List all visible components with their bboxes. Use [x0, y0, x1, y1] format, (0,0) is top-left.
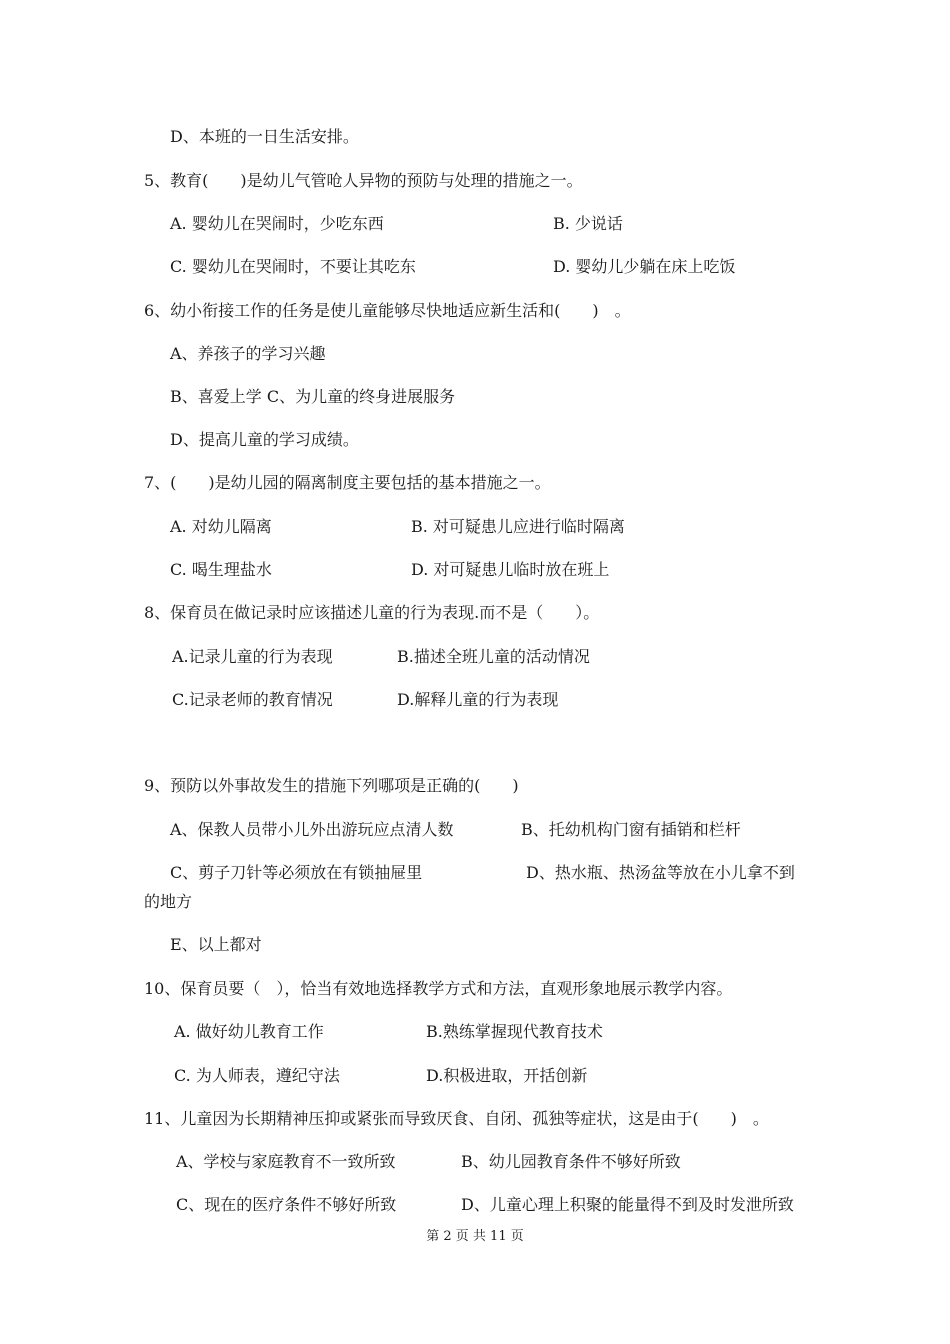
q10-option-c: C. 为人师表，遵纪守法	[174, 1066, 340, 1085]
q6-option-d: D、提高儿童的学习成绩。	[170, 430, 359, 449]
q9-option-a: A、保教人员带小儿外出游玩应点清人数	[170, 820, 454, 839]
question-11: 11、儿童因为长期精神压抑或紧张而导致厌食、自闭、孤独等症状，这是由于( ) 。	[144, 1109, 769, 1128]
q7-option-c: C. 喝生理盐水	[170, 560, 272, 579]
q6-option-a: A、养孩子的学习兴趣	[170, 344, 326, 363]
q10-option-d: D.积极进取，开括创新	[426, 1066, 588, 1085]
q8-option-d: D.解释儿童的行为表现	[397, 690, 559, 709]
q9-option-c: C、剪子刀针等必须放在有锁抽屉里	[170, 863, 423, 882]
q8-option-c: C.记录老师的教育情况	[172, 690, 333, 709]
q8-option-a: A.记录儿童的行为表现	[172, 647, 333, 666]
q10-option-a: A. 做好幼儿教育工作	[174, 1022, 324, 1041]
q7-option-a: A. 对幼儿隔离	[170, 517, 272, 536]
q7-option-b: B. 对可疑患儿应进行临时隔离	[411, 517, 625, 536]
question-7: 7、( )是幼儿园的隔离制度主要包括的基本措施之一。	[144, 473, 551, 492]
q9-option-e: E、以上都对	[170, 935, 262, 954]
q11-option-c: C、现在的医疗条件不够好所致	[176, 1195, 397, 1214]
q9-option-d: D、热水瓶、热汤盆等放在小儿拿不到	[526, 863, 795, 882]
q5-option-c: C. 婴幼儿在哭闹时，不要让其吃东	[170, 257, 416, 276]
q11-option-d: D、儿童心理上积聚的能量得不到及时发泄所致	[461, 1195, 794, 1214]
q9-option-d-continuation: 的地方	[144, 892, 193, 911]
question-5: 5、教育( )是幼儿气管呛人异物的预防与处理的措施之一。	[144, 171, 583, 190]
q9-option-b: B、托幼机构门窗有插销和栏杆	[521, 820, 741, 839]
q8-option-b: B.描述全班儿童的活动情况	[397, 647, 590, 666]
question-9: 9、预防以外事故发生的措施下列哪项是正确的( )	[144, 776, 519, 795]
question-6: 6、幼小衔接工作的任务是使儿童能够尽快地适应新生活和( ) 。	[144, 301, 631, 320]
q10-option-b: B.熟练掌握现代教育技术	[426, 1022, 603, 1041]
question-8: 8、保育员在做记录时应该描述儿童的行为表现.而不是（ ）。	[144, 603, 600, 622]
q5-option-a: A. 婴幼儿在哭闹时，少吃东西	[170, 214, 384, 233]
q5-option-b: B. 少说话	[553, 214, 623, 233]
q11-option-b: B、幼儿园教育条件不够好所致	[461, 1152, 681, 1171]
q7-option-d: D. 对可疑患儿临时放在班上	[411, 560, 610, 579]
q11-option-a: A、学校与家庭教育不一致所致	[176, 1152, 396, 1171]
q5-option-d: D. 婴幼儿少躺在床上吃饭	[553, 257, 736, 276]
q4-option-d: D、本班的一日生活安排。	[170, 127, 359, 146]
page-footer: 第 2 页 共 11 页	[426, 1229, 524, 1244]
question-10: 10、保育员要（ ），恰当有效地选择教学方式和方法，直观形象地展示教学内容。	[144, 979, 733, 998]
q6-option-bc: B、喜爱上学 C、为儿童的终身进展服务	[170, 387, 456, 406]
